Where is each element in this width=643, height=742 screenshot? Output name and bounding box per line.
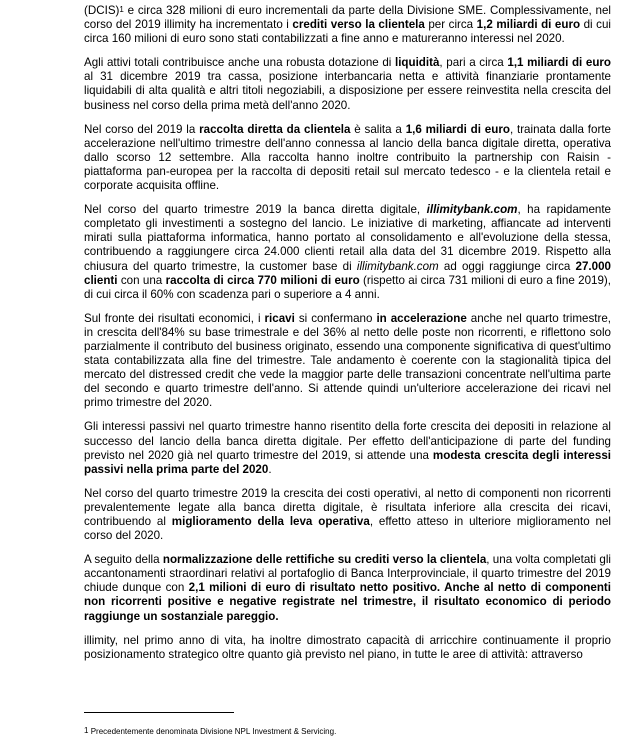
text-run: . bbox=[268, 462, 272, 476]
paragraph bbox=[84, 634, 611, 662]
text-run: (DCIS) bbox=[84, 4, 120, 17]
text-run: con una bbox=[117, 273, 166, 287]
footnote bbox=[84, 727, 611, 737]
footnote-separator bbox=[84, 712, 234, 713]
bold-text: 1,1 miliardi di euro bbox=[507, 56, 611, 70]
footnote-marker: 1 bbox=[84, 726, 89, 735]
paragraph bbox=[84, 553, 611, 623]
bold-text: modesta crescita degli interessi passivi nella prima parte del 2020 bbox=[84, 448, 611, 476]
text-run: Nel corso del quarto trimestre 2019 la banca diretta digitale, bbox=[84, 203, 427, 217]
text-run: al 31 dicembre 2019 tra cassa, posizione interbancaria netta e attività finanziarie prontamente liquidabili di alta qualità e altri titoli negoziabili, a disposizione per essere reinvestita nella crescita del business nel corso della prima metà dell'anno 2020. bbox=[84, 70, 611, 112]
text-run: illimity, nel primo anno di vita, ha inoltre dimostrato capacità di arricchire continuamente il proprio posizionamento strategico oltre quanto già previsto nel piano, in tutte le aree di attività: attraverso bbox=[84, 633, 611, 661]
text-run: , pari a circa bbox=[439, 56, 508, 70]
document-body bbox=[84, 4, 611, 672]
text-run: anche nel quarto trimestre, in crescita dell'84% su base trimestrale e del 36% al netto delle poste non ricorrenti, e riflettono solo parzialmente il contributo del business originato, essendo una componente significativa di quest'ultimo stata contabilizzata alla fine del trimestre. Tale andamento è coerente con la stagionalità tipica del mercato del distressed credit che vede la maggior parte delle transazioni concentrate nell'ultima parte del secondo e quarto trimestre dell'anno. Si attende quindi un'ulteriore accelerazione dei ricavi nel primo trimestre del 2020. bbox=[84, 311, 612, 410]
bold-text: ricavi bbox=[264, 311, 295, 325]
bold-text: raccolta diretta da clientela bbox=[199, 122, 351, 136]
text-run: , ha rapidamente completato gli investimenti a sostegno del lancio. Le iniziative di marketing, affiancate ad interventi mirati sulla piattaforma informatica, hanno portato al consolidamento e all'evoluzione della stessa, contribuendo a raggiungere circa 24.000 clienti retail alla data del 31 dicembre 2019. Rispetto alla chiusura del quarto trimestre, la customer base di bbox=[84, 203, 612, 273]
text-run: A seguito della bbox=[84, 553, 163, 567]
text-run: Gli interessi passivi nel quarto trimestre hanno risentito della forte crescita dei depositi in relazione al successo del lancio della banca diretta digitale. Per effetto dell'anticipazione di parte del funding previsto nel 2020 già nel quarto trimestre del 2019, si attende una bbox=[84, 420, 611, 462]
text-run: per circa bbox=[424, 18, 477, 32]
italic-text: illimitybank.com bbox=[356, 259, 439, 273]
bold-text: normalizzazione delle rettifiche su crediti verso la clientela bbox=[162, 553, 487, 567]
paragraph bbox=[84, 56, 611, 112]
paragraph bbox=[84, 4, 611, 46]
bold-text: crediti verso la clientela bbox=[292, 18, 425, 32]
text-run: di cui circa 160 milioni di euro sono stati contabilizzati a fine anno e matureranno interessi nel 2020. bbox=[84, 18, 611, 46]
text-run: , effetto atteso in ulteriore miglioramento nel corso del 2020. bbox=[84, 515, 612, 543]
text-run: ad oggi raggiunge circa bbox=[438, 259, 576, 273]
bold-italic-text: illimitybank.com bbox=[426, 203, 518, 217]
bold-text: in accelerazione bbox=[376, 311, 467, 325]
bold-text: raccolta di circa 770 milioni di euro bbox=[165, 273, 360, 287]
bold-text: 1,6 miliardi di euro bbox=[405, 122, 510, 136]
paragraph bbox=[84, 203, 611, 302]
text-run: è salita a bbox=[350, 122, 406, 136]
text-run: Nel corso del 2019 la bbox=[84, 122, 200, 136]
bold-text: 27.000 clienti bbox=[84, 259, 611, 287]
text-run: e circa 328 milioni di euro incrementali da parte della Divisione SME. Complessivamente, nel corso del 2019 illimity ha incrementato i bbox=[84, 4, 611, 32]
text-run: , una volta completati gli accantonamenti straordinari relativi al portafoglio di Banca Interprovinciale, il quarto trimestre del 2019 chiude dunque con bbox=[84, 553, 611, 595]
text-run: (rispetto ai circa 731 milioni di euro a fine 2019), di cui circa il 60% con scadenza pari o superiore a 4 anni. bbox=[84, 273, 611, 301]
bold-text: 2,1 milioni di euro di risultato netto positivo. Anche al netto di componenti non ricorrenti positive e negative registrate nel trimestre, il risultato economico di periodo raggiunge un sostanziale pareggio. bbox=[84, 581, 611, 623]
bold-text: 1,2 miliardi di euro bbox=[476, 18, 581, 32]
footnote-text: Precedentemente denominata Divisione NPL Investment & Servicing. bbox=[90, 727, 337, 736]
text-run: Agli attivi totali contribuisce anche una robusta dotazione di bbox=[84, 56, 395, 70]
paragraph bbox=[84, 487, 611, 543]
paragraph bbox=[84, 312, 611, 411]
text-run: Nel corso del quarto trimestre 2019 la crescita dei costi operativi, al netto di componenti non ricorrenti prevalentemente legate alla banca diretta digitale, è risultata inferiore alla crescita dei ricavi, contribuendo al bbox=[84, 486, 611, 528]
text-run: , trainata dalla forte accelerazione nell'ultimo trimestre dell'anno connessa al lancio della banca digitale diretta, operativa dallo scorso 12 settembre. Alla raccolta hanno inoltre contribuito la partnership con Raisin - piattaforma pan-europea per la raccolta di depositi retail sul mercato tedesco - e la clientela retail e corporate acquisita offline. bbox=[84, 122, 611, 193]
paragraph bbox=[84, 123, 611, 193]
text-run: si confermano bbox=[294, 311, 377, 325]
paragraph bbox=[84, 420, 611, 476]
footnote-ref: 1 bbox=[119, 5, 124, 14]
bold-text: liquidità bbox=[394, 56, 440, 70]
bold-text: miglioramento della leva operativa bbox=[171, 515, 370, 528]
text-run: Sul fronte dei risultati economici, i bbox=[84, 311, 265, 325]
